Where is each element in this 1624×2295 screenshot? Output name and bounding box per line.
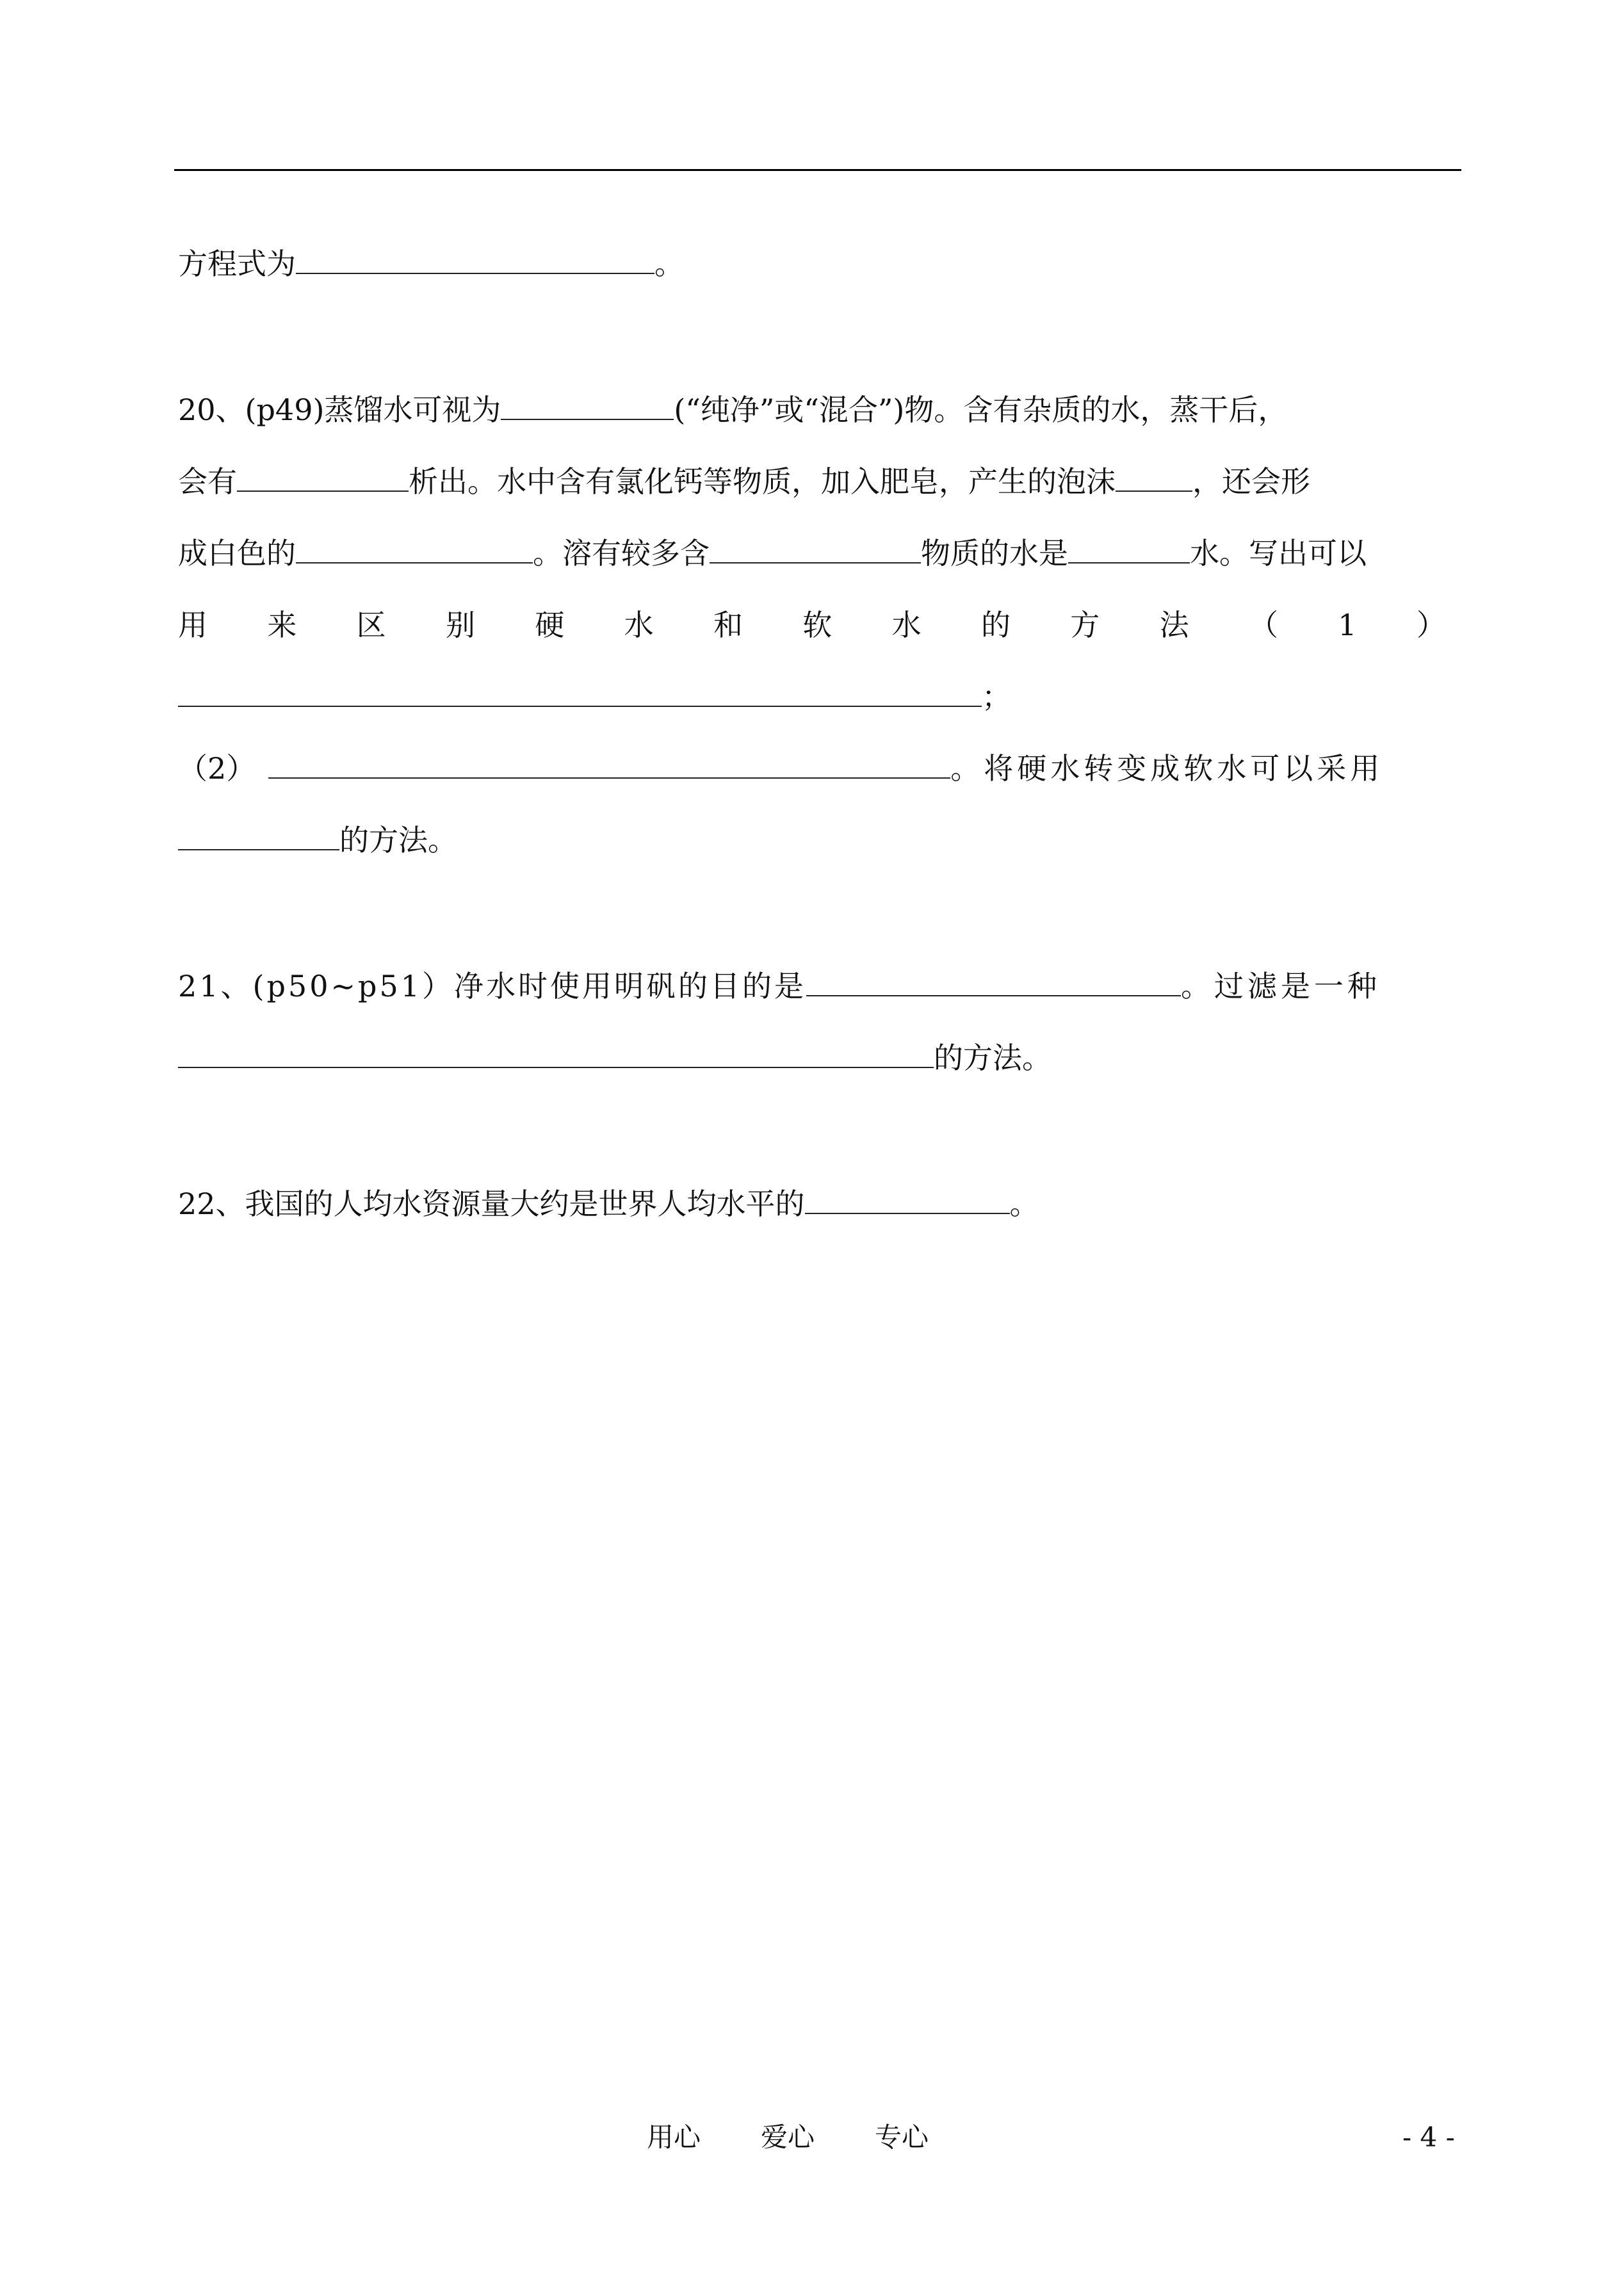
page-number: - 4 - <box>1402 2121 1455 2153</box>
q20-blank-foam[interactable] <box>1116 466 1192 492</box>
q20-line-5 <box>178 677 1011 716</box>
q20-blank-residue[interactable] <box>237 466 409 492</box>
q20-char: 区 <box>356 608 386 642</box>
q20-char: 1 <box>1338 608 1357 642</box>
q22-text-b: 。 <box>1009 1187 1039 1221</box>
footer-motto-1: 用心 <box>647 2121 701 2153</box>
q20-char: ） <box>1416 608 1446 642</box>
q20-text-3d: 水。写出可以 <box>1190 536 1367 571</box>
q19-text-end: 。 <box>654 247 684 281</box>
q20-line-7 <box>178 821 457 859</box>
q20-blank-dissolved-substance[interactable] <box>710 538 921 564</box>
q21-blank-alum-purpose[interactable] <box>806 971 1181 996</box>
q21-text-2b: 的方法。 <box>934 1041 1052 1075</box>
q20-char: 水 <box>891 608 922 642</box>
q20-text-6a: （2） <box>178 751 256 786</box>
q21-line-1 <box>178 967 1381 1005</box>
q20-char: 方 <box>1070 608 1100 642</box>
footer-motto-2: 爱心 <box>761 2121 815 2153</box>
q20-line-6 <box>178 749 1383 788</box>
q20-char: （ <box>1248 608 1278 642</box>
q21-text-1a: 21、(p50~p51）净水时使用明矾的目的是 <box>178 969 806 1003</box>
q20-char: 水 <box>624 608 654 642</box>
q20-char: 和 <box>713 608 743 642</box>
q21-text-1b: 。过滤是一种 <box>1180 969 1381 1003</box>
q20-char: 软 <box>802 608 832 642</box>
q20-text-5end: ； <box>982 679 1011 714</box>
q20-text-2b: 析出。水中含有氯化钙等物质，加入肥皂，产生的泡沫 <box>409 464 1116 499</box>
q20-text-7b: 的方法。 <box>339 823 457 857</box>
q20-char: 的 <box>980 608 1011 642</box>
q20-text-2c: ，还会形 <box>1192 464 1310 499</box>
q21-blank-filtration[interactable] <box>178 1042 934 1068</box>
q20-text-6b: 。将硬水转变成软水可以采用 <box>950 751 1384 786</box>
q20-text-1b: (“纯净”或“混合”)物。含有杂质的水，蒸干后， <box>674 393 1288 427</box>
q20-char: 别 <box>445 608 475 642</box>
q20-blank-distilled-water[interactable] <box>501 394 674 420</box>
q19-line <box>178 245 684 283</box>
q22-line <box>178 1185 1039 1223</box>
q20-line-2 <box>178 462 1310 501</box>
q19-text-start: 方程式为 <box>178 247 296 281</box>
q20-char: 用 <box>178 608 207 642</box>
header-rule <box>174 169 1461 171</box>
q20-line-1 <box>178 391 1287 429</box>
q20-blank-method-2[interactable] <box>268 753 950 779</box>
q22-blank-water-ratio[interactable] <box>805 1188 1010 1214</box>
q20-blank-method-1[interactable] <box>178 681 982 707</box>
q20-text-3b: 。溶有较多含 <box>533 536 710 571</box>
q20-line-4 <box>178 606 1446 644</box>
q22-text-a: 22、我国的人均水资源量大约是世界人均水平的 <box>178 1187 805 1221</box>
q20-char: 硬 <box>535 608 565 642</box>
q20-blank-white-substance[interactable] <box>296 538 533 564</box>
q19-answer-blank[interactable] <box>296 248 654 274</box>
q20-blank-water-type[interactable] <box>1068 538 1190 564</box>
q20-text-2a: 会有 <box>178 464 237 499</box>
q20-char: 法 <box>1159 608 1189 642</box>
q20-line-3 <box>178 534 1367 572</box>
footer-motto-3: 专心 <box>875 2121 929 2153</box>
q20-text-3c: 物质的水是 <box>921 536 1068 571</box>
q20-char: 来 <box>267 608 297 642</box>
q21-line-2 <box>178 1039 1052 1077</box>
q20-blank-softening-method[interactable] <box>178 825 339 850</box>
q20-text-3a: 成白色的 <box>178 536 296 571</box>
q20-text-1a: 20、(p49)蒸馏水可视为 <box>178 393 501 427</box>
